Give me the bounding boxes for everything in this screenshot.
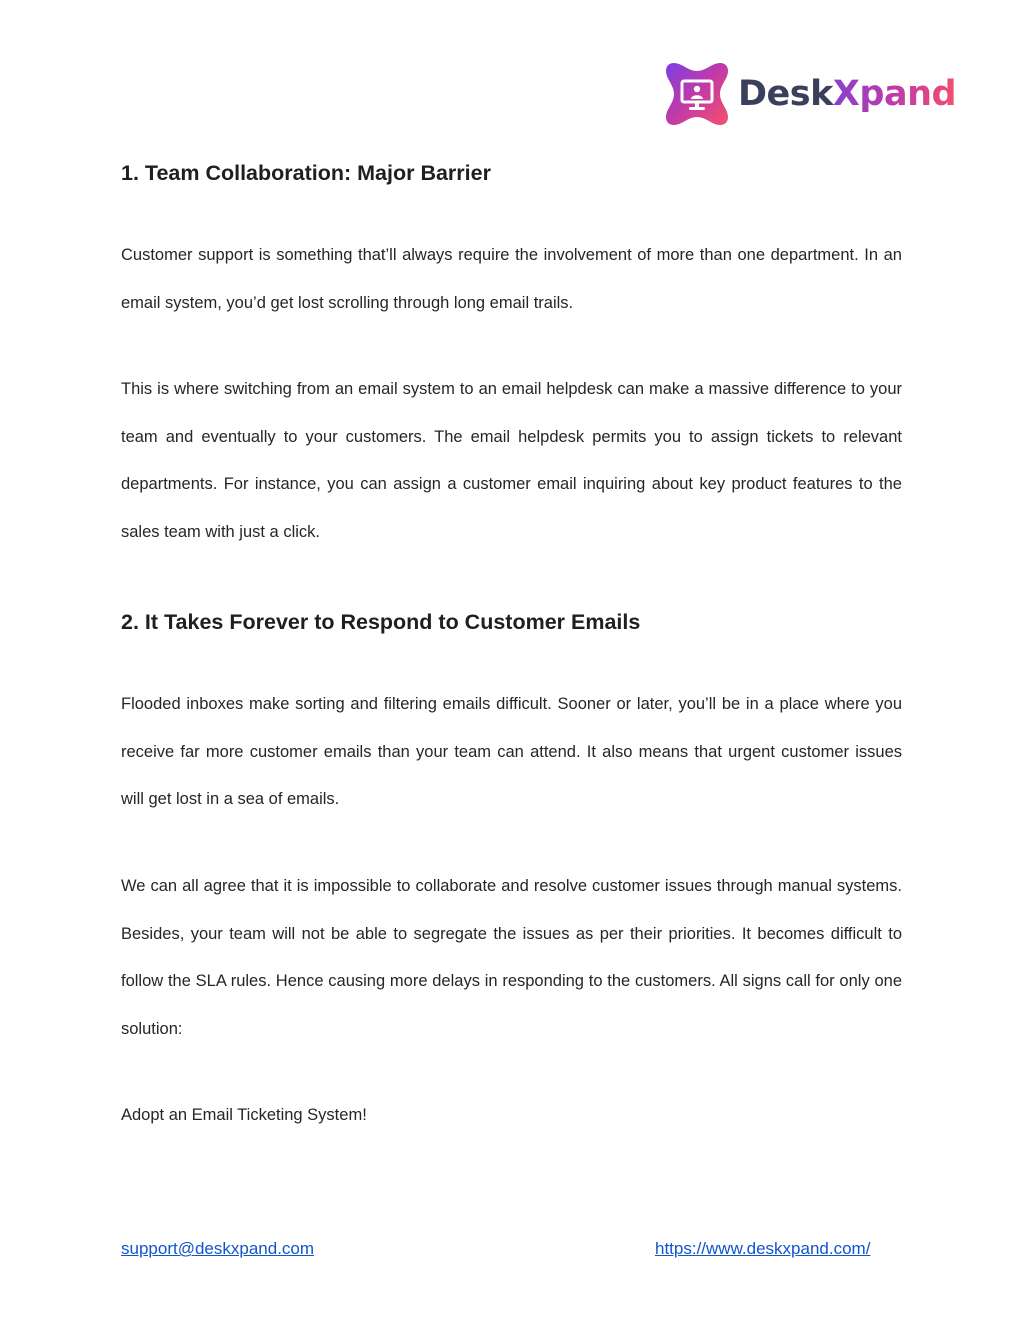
section-1-paragraph-2: This is where switching from an email system to an email helpdesk can make a massive difference to your team and eventually to your customers. The email helpdesk permits you to assign tickets to relevant departments. For instance, you can assign a customer email inquiring about key product features to the sales team with just a click.	[121, 380, 902, 541]
brand-logo	[664, 60, 956, 128]
section-2-paragraph-3: Adopt an Email Ticketing System!	[121, 1106, 367, 1124]
brand-wordmark	[738, 73, 957, 114]
desktop-monitor-icon	[664, 61, 730, 127]
footer-email-link[interactable]: support@deskxpand.com	[121, 1239, 315, 1258]
section-2-paragraph-2: We can all agree that it is impossible to collaborate and resolve customer issues through manual systems. Besides, your team will not be able to segregate the issues as per their priorities. It becomes difficult to follow the SLA rules. Hence causing more delays in responding to the customers. All signs call for only one solution:	[121, 877, 902, 1038]
section-2-heading: 2. It Takes Forever to Respond to Customer Emails	[121, 610, 641, 634]
brand-wordmark-xpand: Xpand	[832, 73, 957, 114]
section-1-paragraph-1: Customer support is something that’ll always require the involvement of more than one department. In an email system, you’d get lost scrolling through long email trails.	[121, 246, 902, 312]
section-2-paragraph-1: Flooded inboxes make sorting and filtering emails difficult. Sooner or later, you’ll be in a place where you receive far more customer emails than your team can attend. It also means that urgent customer issues will get lost in a sea of emails.	[121, 695, 902, 808]
brand-wordmark-desk: Desk	[738, 73, 833, 114]
footer-website-link[interactable]: https://www.deskxpand.com/	[655, 1239, 871, 1258]
section-1-heading: 1. Team Collaboration: Major Barrier	[121, 161, 491, 185]
